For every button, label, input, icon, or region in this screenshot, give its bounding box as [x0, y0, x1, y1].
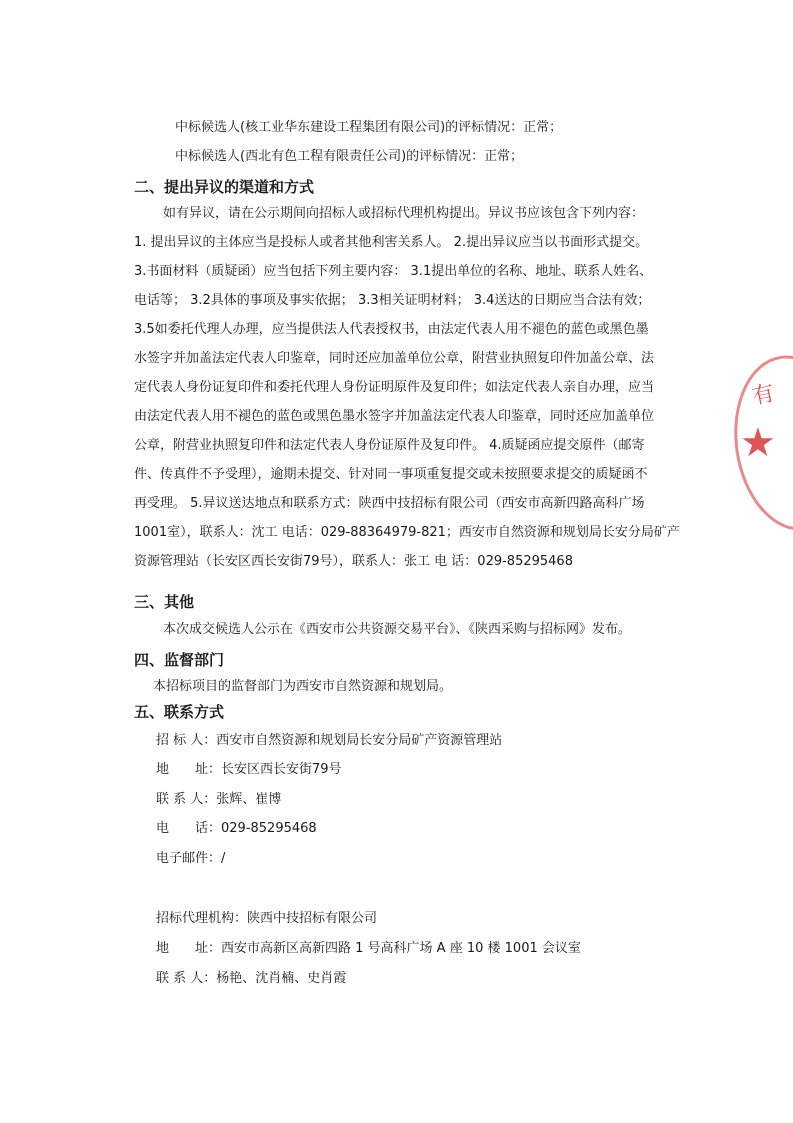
tenderer-contact-row	[156, 790, 281, 810]
agency-name-label: 招标代理机构：	[156, 911, 248, 926]
tenderer-phone-label: 电 话：	[156, 821, 222, 836]
tenderer-name-label: 招 标 人：	[156, 733, 217, 748]
section4-text: 本招标项目的监督部门为西安市自然资源和规划局。	[153, 679, 453, 694]
seal-char: 有	[750, 380, 777, 410]
tenderer-address-value: 长安区西长安街79号	[221, 762, 342, 777]
section2-line-10: 件、传真件不予受理），逾期未提交、针对同一事项重复提交或未按照要求提交的质疑函不	[134, 467, 648, 482]
section2-line-7: 定代表人身份证复印件和委托代理人身份证明原件及复印件；如法定代表人亲自办理，应当	[134, 380, 655, 395]
section3-text: 本次成交候选人公示在《西安市公共资源交易平台》、《陕西采购与招标网》发布。	[163, 622, 632, 637]
tenderer-address-label: 地 址：	[156, 762, 222, 777]
section2-line-2: 1. 提出异议的主体应当是投标人或者其他利害关系人。 2.提出异议应当以书面形式提交。	[134, 235, 649, 250]
tenderer-contact-label: 联 系 人：	[156, 792, 217, 807]
tenderer-name-value: 西安市自然资源和规划局长安分局矿产资源管理站	[216, 733, 503, 748]
section2-line-4: 电话等； 3.2具体的事项及事实依据； 3.3相关证明材料； 3.4送达的日期应当合法有效；	[134, 293, 651, 308]
candidate-line-2: 中标候选人(西北有色工程有限责任公司)的评标情况：正常；	[175, 149, 524, 164]
tenderer-email-row	[156, 849, 225, 869]
section4-heading: 四、监督部门	[134, 651, 225, 669]
tenderer-email-label: 电子邮件：	[156, 851, 222, 866]
candidate-line-1: 中标候选人(核工业华东建设工程集团有限公司)的评标情况：正常；	[175, 120, 563, 135]
agency-contact-label: 联 系 人：	[156, 971, 217, 986]
section2-line-6: 水签字并加盖法定代表人印鉴章，同时还应加盖单位公章，附营业执照复印件加盖公章、法	[134, 351, 655, 366]
section3-heading: 三、其他	[134, 593, 195, 611]
agency-name-value: 陕西中技招标有限公司	[247, 911, 378, 926]
section2-line-3: 3.书面材料（质疑函）应当包括下列主要内容： 3.1提出单位的名称、地址、联系人姓名、	[134, 264, 653, 279]
section5-heading: 五、联系方式	[134, 703, 225, 721]
section2-line-9: 公章，附营业执照复印件和法定代表人身份证原件及复印件。 4.质疑函应提交原件（邮寄	[134, 438, 645, 453]
tenderer-contact-value: 张辉、崔博	[216, 792, 282, 807]
agency-address-row	[156, 939, 581, 959]
agency-address-value: 西安市高新区高新四路 1 号高科广场 A 座 10 楼 1001 会议室	[221, 941, 581, 956]
agency-address-label: 地 址：	[156, 941, 222, 956]
agency-contact-value: 杨艳、沈肖楠、史肖霞	[216, 971, 347, 986]
agency-name-row	[156, 909, 377, 929]
agency-contact-row	[156, 969, 346, 989]
section2-line-13: 资源管理站（长安区西长安街79号），联系人：张工 电 话：029-85295468	[134, 554, 573, 569]
section2-line-11: 再受理。 5.异议送达地点和联系方式：陕西中技招标有限公司（西安市高新四路高科广场	[134, 496, 645, 511]
section2-line-5: 3.5如委托代理人办理，应当提供法人代表授权书，由法定代表人用不褪色的蓝色或黑色墨	[134, 322, 649, 337]
tenderer-email-value: /	[221, 851, 226, 866]
section2-heading: 二、提出异议的渠道和方式	[134, 178, 315, 196]
section2-line-12: 1001室），联系人：沈工 电话：029-88364979-821；西安市自然资源和规划局长安分局矿产	[134, 525, 680, 540]
tenderer-name-row	[156, 731, 502, 751]
section2-line-1: 如有异议，请在公示期间向招标人或招标代理机构提出。异议书应该包含下列内容：	[163, 206, 645, 221]
tenderer-phone-value: 029-85295468	[221, 821, 317, 836]
tenderer-address-row	[156, 760, 342, 780]
tenderer-phone-row	[156, 819, 317, 839]
seal-star-icon: ★	[740, 420, 776, 466]
section2-line-8: 由法定代表人用不褪色的蓝色或黑色墨水签字并加盖法定代表人印鉴章，同时还应加盖单位	[134, 409, 655, 424]
